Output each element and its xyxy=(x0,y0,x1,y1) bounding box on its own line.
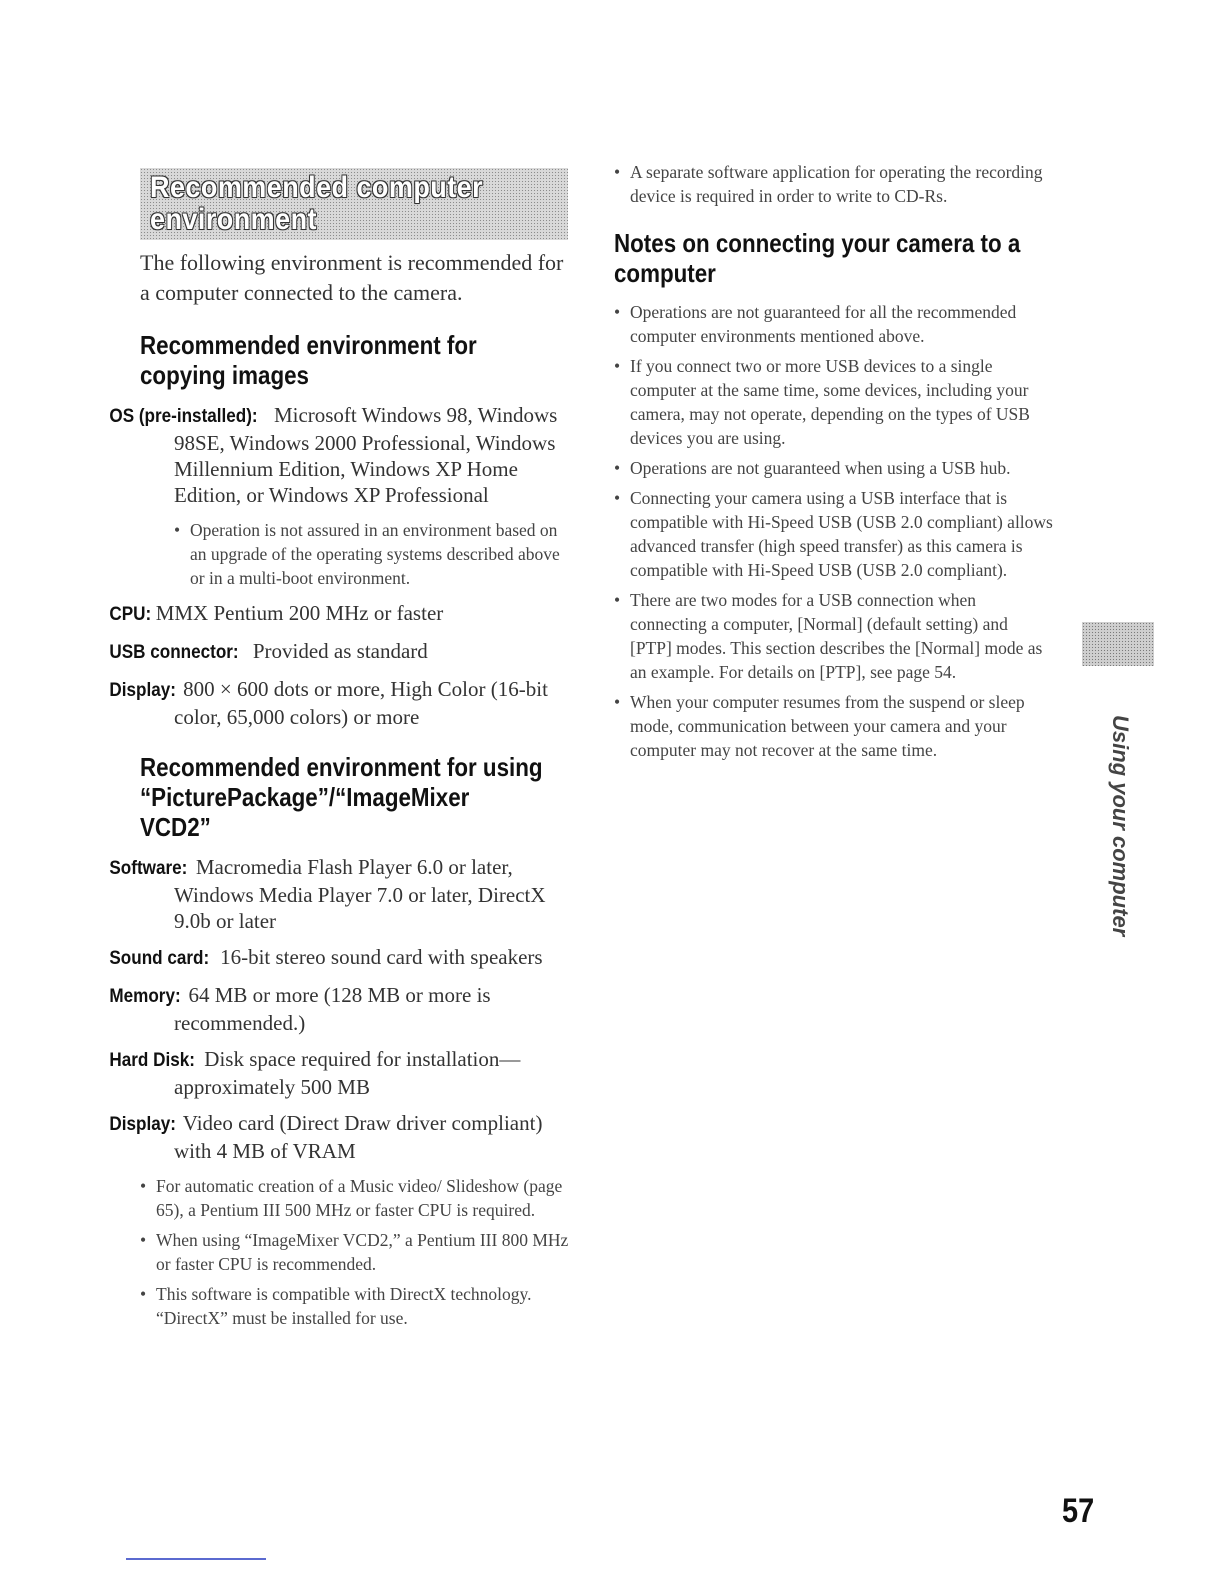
spec-display-video xyxy=(109,1110,570,1164)
chapter-tab-marker xyxy=(1082,622,1154,666)
footer-rule xyxy=(126,1558,266,1560)
spec-label: Hard Disk: xyxy=(109,1050,195,1071)
list-item xyxy=(614,300,1054,348)
note-text: For automatic creation of a Music video/ Slideshow (page 65), a Pentium III 500 MHz or faster CPU is required. xyxy=(156,1176,563,1220)
spec-label: Display: xyxy=(109,1114,176,1135)
copying-heading xyxy=(140,330,570,390)
list-item xyxy=(614,354,1054,450)
picturepackage-heading-line-2: “PicturePackage”/“ImageMixer xyxy=(140,782,470,812)
copying-heading-line-2: copying images xyxy=(140,360,309,390)
section-banner xyxy=(140,168,568,240)
copying-heading-line-1: Recommended environment for xyxy=(140,330,477,360)
spec-value: 16-bit stereo sound card with speakers xyxy=(214,945,543,969)
spec-label: USB connector: xyxy=(109,642,239,663)
picturepackage-heading-line-1: Recommended environment for using xyxy=(140,752,543,782)
spec-label: Sound card: xyxy=(109,948,210,969)
bullet: • xyxy=(174,520,181,540)
list-item xyxy=(614,690,1054,762)
bullet: • xyxy=(614,692,621,712)
spec-value: MMX Pentium 200 MHz or faster xyxy=(150,601,444,625)
spec-label: Software: xyxy=(109,858,188,879)
list-item xyxy=(140,1174,570,1222)
right-column xyxy=(614,160,1054,772)
spec-value: 800 × 600 dots or more, High Color (16-bit color, 65,000 colors) or more xyxy=(174,677,548,729)
chapter-side-label: Using your computer xyxy=(1108,715,1133,937)
note-text: This software is compatible with DirectX technology. “DirectX” must be installed for use. xyxy=(156,1284,532,1328)
list-item xyxy=(614,160,1054,208)
cd-r-notes xyxy=(614,160,1054,208)
note-text: A separate software application for operating the recording device is required in order to write to CD-Rs. xyxy=(630,162,1043,206)
bullet: • xyxy=(614,302,621,322)
note-text: When using “ImageMixer VCD2,” a Pentium III 800 MHz or faster CPU is recommended. xyxy=(156,1230,569,1274)
bullet: • xyxy=(614,488,621,508)
spec-value: Macromedia Flash Player 6.0 or later, Windows Media Player 7.0 or later, DirectX 9.0b or later xyxy=(174,855,546,933)
spec-label: OS (pre-installed): xyxy=(109,406,258,427)
section-title-line-2: environment xyxy=(150,203,317,236)
bullet: • xyxy=(140,1176,147,1196)
spec-sound-card xyxy=(109,944,570,972)
section-title xyxy=(150,172,517,236)
connecting-heading-line-1: Notes on connecting your camera to a xyxy=(614,228,1021,258)
spec-value: 64 MB or more (128 MB or more is recommended.) xyxy=(174,983,491,1035)
bullet: • xyxy=(614,458,621,478)
spec-hard-disk xyxy=(109,1046,570,1100)
spec-software xyxy=(109,854,570,934)
spec-value: Video card (Direct Draw driver compliant) with 4 MB of VRAM xyxy=(174,1111,543,1163)
note-text: Connecting your camera using a USB interface that is compatible with Hi-Speed USB (USB 2.0 compliant) allows advanced transfer (high speed transfer) as this camera is compatible with Hi-Speed USB (USB 2.0 compliant). xyxy=(630,488,1053,580)
spec-display xyxy=(109,676,570,730)
note-text: Operation is not assured in an environment based on an upgrade of the operating systems described above or in a multi-boot environment. xyxy=(190,520,560,588)
list-item xyxy=(614,486,1054,582)
picturepackage-heading xyxy=(140,752,570,842)
connecting-notes xyxy=(614,300,1054,762)
bullet: • xyxy=(614,590,621,610)
intro-paragraph: The following environment is recommended for a computer connected to the camera. xyxy=(140,250,564,305)
note-text: Operations are not guaranteed when using a USB hub. xyxy=(630,458,1011,478)
bullet: • xyxy=(140,1284,147,1304)
note-text: Operations are not guaranteed for all the recommended computer environments mentioned above. xyxy=(630,302,1017,346)
section-title-line-1: Recommended computer xyxy=(150,171,484,204)
spec-memory xyxy=(109,982,570,1036)
page-number: 57 xyxy=(1062,1492,1095,1530)
os-notes xyxy=(174,518,570,590)
picturepackage-heading-line-3: VCD2” xyxy=(140,812,211,842)
connecting-heading-line-2: computer xyxy=(614,258,716,288)
list-item xyxy=(614,456,1054,480)
spec-value: Provided as standard xyxy=(247,639,428,663)
spec-value: Microsoft Windows 98, Windows 98SE, Windows 2000 Professional, Windows Millennium Edition, Windows XP Home Edition, or Windows XP Professional xyxy=(174,403,558,507)
note-text: When your computer resumes from the suspend or sleep mode, communication between your camera and your computer may not recover at the same time. xyxy=(630,692,1025,760)
note-text: There are two modes for a USB connection when connecting a computer, [Normal] (default setting) and [PTP] modes. This section describes the [Normal] mode as an example. For details on [PTP], see page 54. xyxy=(630,590,1043,682)
list-item xyxy=(140,1282,570,1330)
spec-usb-connector xyxy=(109,638,570,666)
picturepackage-notes xyxy=(140,1174,570,1330)
spec-label: CPU: xyxy=(109,604,152,625)
spec-value: Disk space required for installation—approximately 500 MB xyxy=(174,1047,521,1099)
note-text: If you connect two or more USB devices to a single computer at the same time, some devices, including your camera, may not operate, depending on the types of USB devices you are using. xyxy=(630,356,1030,448)
list-item xyxy=(174,518,570,590)
spec-cpu xyxy=(109,600,570,628)
bullet: • xyxy=(614,162,621,182)
spec-label: Memory: xyxy=(109,986,181,1007)
left-column xyxy=(109,168,570,1340)
connecting-heading xyxy=(614,228,1054,288)
spec-label: Display: xyxy=(109,680,176,701)
list-item xyxy=(614,588,1054,684)
bullet: • xyxy=(140,1230,147,1250)
bullet: • xyxy=(614,356,621,376)
list-item xyxy=(140,1228,570,1276)
spec-os xyxy=(109,402,570,508)
